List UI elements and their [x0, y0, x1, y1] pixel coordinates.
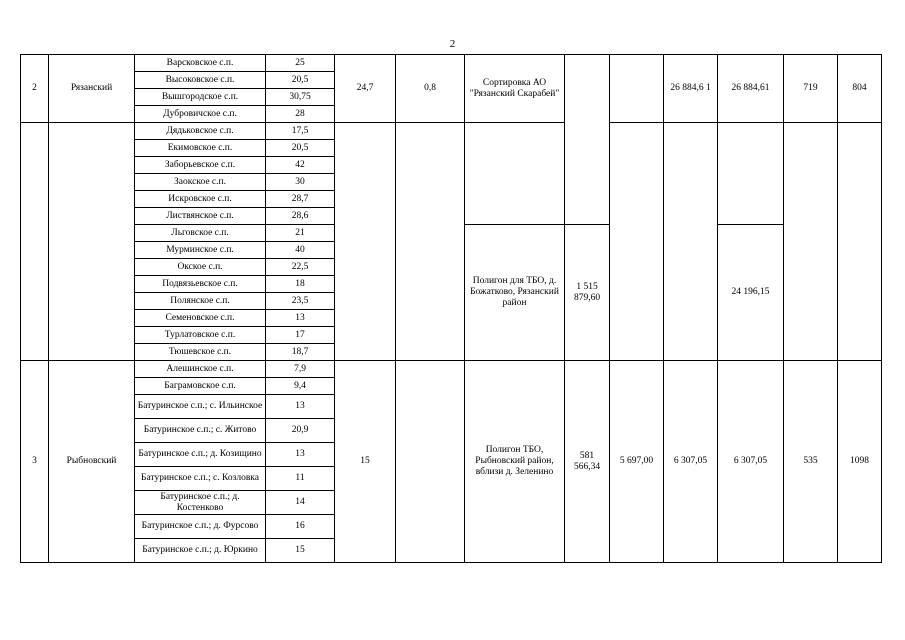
settlement-name: Батуринское с.п.; д. Козищино	[135, 443, 266, 467]
district-name: Рязанский	[49, 55, 135, 123]
total-cell: 26 884,61	[718, 55, 784, 123]
settlement-value: 20,5	[266, 72, 335, 89]
settlement-value: 18	[266, 276, 335, 293]
settlement-name: Листвянское с.п.	[135, 208, 266, 225]
settlement-value: 23,5	[266, 293, 335, 310]
facility-name: Полигон ТБО, Рыбновский район, вблизи д. Зеленино	[465, 361, 565, 563]
settlement-name: Высоковское с.п.	[135, 72, 266, 89]
settlement-value: 28,7	[266, 191, 335, 208]
settlement-value: 25	[266, 55, 335, 72]
settlement-name: Подвязьевское с.п.	[135, 276, 266, 293]
facility-name: Сортировка АО "Рязанский Скарабей"	[465, 55, 565, 123]
population-cell: 535	[784, 361, 838, 563]
settlement-value: 7,9	[266, 361, 335, 378]
settlement-value: 20,5	[266, 140, 335, 157]
settlement-name: Турлатовское с.п.	[135, 327, 266, 344]
row-number	[21, 123, 49, 361]
settlement-value: 40	[266, 242, 335, 259]
volume-cell	[610, 55, 664, 123]
settlement-name: Батуринское с.п.; д. Костенково	[135, 491, 266, 515]
coefficient-cell	[396, 123, 465, 361]
distance-cell	[335, 123, 396, 361]
density-cell	[838, 123, 882, 361]
settlement-name: Заборьевское с.п.	[135, 157, 266, 174]
settlement-name: Семеновское с.п.	[135, 310, 266, 327]
settlement-name: Полянское с.п.	[135, 293, 266, 310]
settlement-name: Батуринское с.п.; с. Житово	[135, 419, 266, 443]
mass-cell: 26 884,6 1	[664, 55, 718, 123]
settlement-value: 21	[266, 225, 335, 242]
settlement-value: 13	[266, 310, 335, 327]
settlement-name: Окское с.п.	[135, 259, 266, 276]
table-row	[21, 123, 882, 140]
settlement-name: Баграмовское с.п.	[135, 378, 266, 395]
waste-disposal-table	[20, 54, 882, 563]
settlement-value: 20,9	[266, 419, 335, 443]
settlement-name: Алешинское с.п.	[135, 361, 266, 378]
page-number: 2	[449, 38, 456, 50]
density-cell: 804	[838, 55, 882, 123]
settlement-value: 30,75	[266, 89, 335, 106]
settlement-value: 14	[266, 491, 335, 515]
settlement-name: Дядьковское с.п.	[135, 123, 266, 140]
settlement-value: 16	[266, 515, 335, 539]
coefficient-cell	[396, 361, 465, 563]
settlement-value: 9,4	[266, 378, 335, 395]
settlement-name: Дубровичское с.п.	[135, 106, 266, 123]
coefficient-cell: 0,8	[396, 55, 465, 123]
settlement-name: Заокское с.п.	[135, 174, 266, 191]
table-row	[21, 55, 882, 72]
volume-cell	[610, 123, 664, 361]
settlement-value: 28,6	[266, 208, 335, 225]
settlement-name: Батуринское с.п.; с. Козловка	[135, 467, 266, 491]
settlement-name: Искровское с.п.	[135, 191, 266, 208]
landfill-name: Полигон для ТБО, д. Божатково, Рязанский район	[465, 225, 565, 361]
capacity-cell: 581 566,34	[565, 361, 610, 563]
population-cell: 719	[784, 55, 838, 123]
settlement-value: 11	[266, 467, 335, 491]
capacity-cell	[565, 55, 610, 225]
settlement-value: 13	[266, 395, 335, 419]
settlement-name: Батуринское с.п.; д. Фурсово	[135, 515, 266, 539]
settlement-name: Батуринское с.п.; д. Юркино	[135, 539, 266, 563]
landfill-total: 24 196,15	[718, 225, 784, 361]
district-name	[49, 123, 135, 361]
settlement-name: Мурминское с.п.	[135, 242, 266, 259]
settlement-value: 28	[266, 106, 335, 123]
settlement-name: Екимовское с.п.	[135, 140, 266, 157]
settlement-name: Батуринское с.п.; с. Ильинское	[135, 395, 266, 419]
table-row	[21, 361, 882, 378]
facility-name	[465, 123, 565, 225]
total-cell: 6 307,05	[718, 361, 784, 563]
settlement-value: 15	[266, 539, 335, 563]
settlement-value: 22,5	[266, 259, 335, 276]
distance-cell: 15	[335, 361, 396, 563]
settlement-value: 30	[266, 174, 335, 191]
landfill-capacity: 1 515 879,60	[565, 225, 610, 361]
mass-cell: 6 307,05	[664, 361, 718, 563]
settlement-value: 17	[266, 327, 335, 344]
district-name: Рыбновский	[49, 361, 135, 563]
mass-cell	[664, 123, 718, 361]
row-number: 3	[21, 361, 49, 563]
settlement-name: Варсковское с.п.	[135, 55, 266, 72]
volume-cell: 5 697,00	[610, 361, 664, 563]
population-cell	[784, 123, 838, 361]
settlement-value: 42	[266, 157, 335, 174]
settlement-value: 13	[266, 443, 335, 467]
settlement-value: 18,7	[266, 344, 335, 361]
distance-cell: 24,7	[335, 55, 396, 123]
density-cell: 1098	[838, 361, 882, 563]
settlement-value: 17,5	[266, 123, 335, 140]
total-cell	[718, 123, 784, 225]
settlement-name: Тюшевское с.п.	[135, 344, 266, 361]
row-number: 2	[21, 55, 49, 123]
settlement-name: Вышгородское с.п.	[135, 89, 266, 106]
settlement-name: Льговское с.п.	[135, 225, 266, 242]
